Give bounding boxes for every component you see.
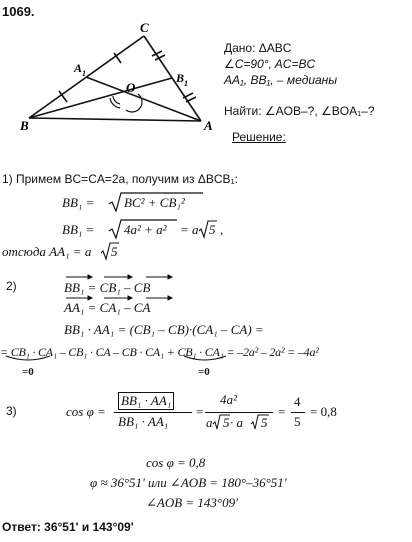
given-medians: AA₁, BB₁, – медианы bbox=[224, 73, 338, 87]
vec-line-1: BB₁ = CB₁ – CB bbox=[64, 280, 151, 295]
cos-phi-line: cos φ = 0,8 bbox=[146, 455, 206, 470]
eq-1: = bbox=[196, 404, 204, 419]
side-ab bbox=[29, 118, 201, 121]
label-b: B bbox=[20, 118, 29, 133]
bb1-result: = a bbox=[180, 222, 199, 237]
bb1-radicand-1: BC² + CB₁² bbox=[124, 195, 185, 210]
fraction1-den: BB₁ · AA₁ bbox=[118, 414, 169, 429]
label-a1: A bbox=[74, 61, 83, 75]
given-title: Дано: ΔABC bbox=[224, 41, 292, 55]
label-b1-sub: 1 bbox=[184, 79, 188, 88]
zero-mark-2: =0 bbox=[198, 366, 210, 378]
find-text: Найти: ∠AOB–?, ∠BOA₁–? bbox=[224, 104, 375, 118]
fraction2-den-a: a bbox=[206, 415, 213, 430]
sqrt-signs-den bbox=[212, 413, 277, 433]
eq-2: = bbox=[278, 404, 286, 419]
step1-intro: 1) Примем BC=CA=2a, получим из ΔBCB₁: bbox=[2, 172, 238, 186]
vec-line-2: AA₁ = CA₁ – CA bbox=[64, 300, 151, 315]
vector-arrows bbox=[0, 272, 412, 362]
solution-header: Решение: bbox=[232, 130, 286, 144]
label-c: C bbox=[140, 20, 149, 35]
label-a1-sub: 1 bbox=[82, 69, 86, 78]
given-angle: ∠C=90°, AC=BC bbox=[224, 57, 316, 71]
fraction1-bar bbox=[114, 412, 192, 413]
zero-mark-1: =0 bbox=[22, 366, 34, 378]
bb1-root5: 5 bbox=[209, 222, 216, 237]
fraction1-num: BB₁ · AA₁ bbox=[118, 392, 174, 410]
bb1-left-2: BB₁ = bbox=[62, 222, 95, 237]
median-bb1 bbox=[29, 78, 172, 118]
aa1-root5: 5 bbox=[111, 244, 118, 259]
bb1-radicand-2: 4a² + a² bbox=[124, 222, 167, 237]
triangle-figure bbox=[0, 18, 215, 136]
label-b1: B bbox=[176, 71, 185, 85]
aob-line: ∠AOB = 143°09' bbox=[146, 495, 238, 510]
vec-line-3: BB₁ · AA₁ = (CB₁ – CB)·(CA₁ – CA) = bbox=[64, 322, 264, 337]
aa1-line: отсюда AA₁ = a bbox=[2, 244, 92, 259]
cos-value: = 0,8 bbox=[310, 404, 337, 419]
fraction3-den: 5 bbox=[294, 414, 301, 429]
side-ca bbox=[144, 36, 201, 121]
fraction2-den-r2: 5 bbox=[261, 415, 268, 430]
bb1-comma: , bbox=[220, 222, 224, 237]
label-o: O bbox=[126, 80, 136, 95]
problem-number: 1069. bbox=[2, 4, 35, 19]
vec-line-4: = CB₁ · CA₁ – CB₁ · CA – CB · CA₁ + CB₁ · CA₁ = –2a² – 2a² = –4a² bbox=[0, 345, 319, 359]
fraction2-num: 4a² bbox=[220, 392, 237, 407]
step3-label: 3) bbox=[6, 404, 17, 418]
cos-left: cos φ = bbox=[66, 404, 106, 419]
fraction2-den-mid: · a bbox=[230, 415, 243, 430]
label-a: A bbox=[204, 118, 213, 133]
answer: Ответ: 36°51' и 143°09' bbox=[2, 520, 134, 534]
bb1-left: BB₁ = bbox=[62, 195, 95, 210]
phi-line: φ ≈ 36°51' или ∠AOB = 180°–36°51' bbox=[90, 475, 287, 490]
fraction2-den-r1: 5 bbox=[223, 415, 230, 430]
step2-label: 2) bbox=[6, 279, 17, 293]
fraction3-num: 4 bbox=[294, 394, 301, 409]
fraction3-bar bbox=[291, 412, 305, 413]
